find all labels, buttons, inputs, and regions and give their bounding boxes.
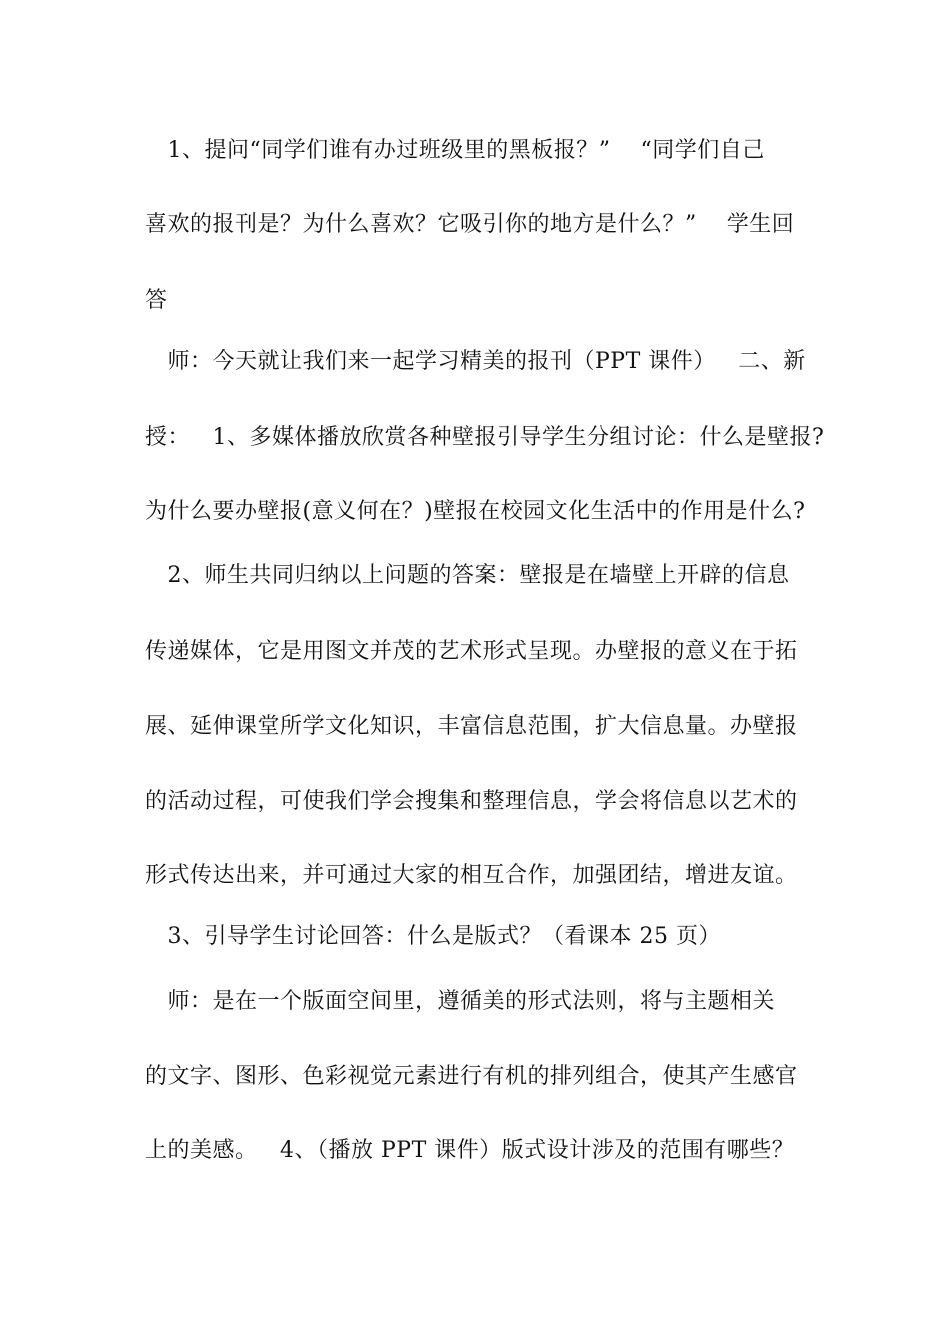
text-line: 喜欢的报刊是？为什么喜欢？它吸引你的地方是什么？” 学生回: [145, 212, 795, 237]
text-line: 师：是在一个版面空间里，遵循美的形式法则，将与主题相关: [145, 989, 775, 1014]
text-line: 的文字、图形、色彩视觉元素进行有机的排列组合，使其产生感官: [145, 1064, 798, 1089]
text-line: 3、引导学生讨论回答：什么是版式？（看课本 25 页）: [145, 924, 721, 949]
text-line: 传递媒体，它是用图文并茂的艺术形式呈现。办壁报的意义在于拓: [145, 639, 798, 664]
text-line: 师：今天就让我们来一起学习精美的报刊（PPT 课件） 二、新: [145, 349, 806, 374]
text-line: 答: [145, 288, 168, 313]
text-line: 2、师生共同归纳以上问题的答案：壁报是在墙壁上开辟的信息: [145, 563, 790, 588]
text-line: 的活动过程，可使我们学会搜集和整理信息，学会将信息以艺术的: [145, 789, 798, 814]
text-line: 展、延伸课堂所学文化知识，丰富信息范围，扩大信息量。办壁报: [145, 714, 798, 739]
text-line: 为什么要办壁报(意义何在？)壁报在校园文化生活中的作用是什么?: [145, 499, 806, 524]
text-line: 1、提问“同学们谁有办过班级里的黑板报？” “同学们自己: [145, 138, 765, 163]
text-line: 授： 1、多媒体播放欣赏各种壁报引导学生分组讨论：什么是壁报?: [145, 425, 825, 450]
text-line: 上的美感。 4、（播放 PPT 课件）版式设计涉及的范围有哪些？: [145, 1138, 795, 1163]
text-line: 形式传达出来，并可通过大家的相互合作，加强团结，增进友谊。: [145, 863, 798, 888]
